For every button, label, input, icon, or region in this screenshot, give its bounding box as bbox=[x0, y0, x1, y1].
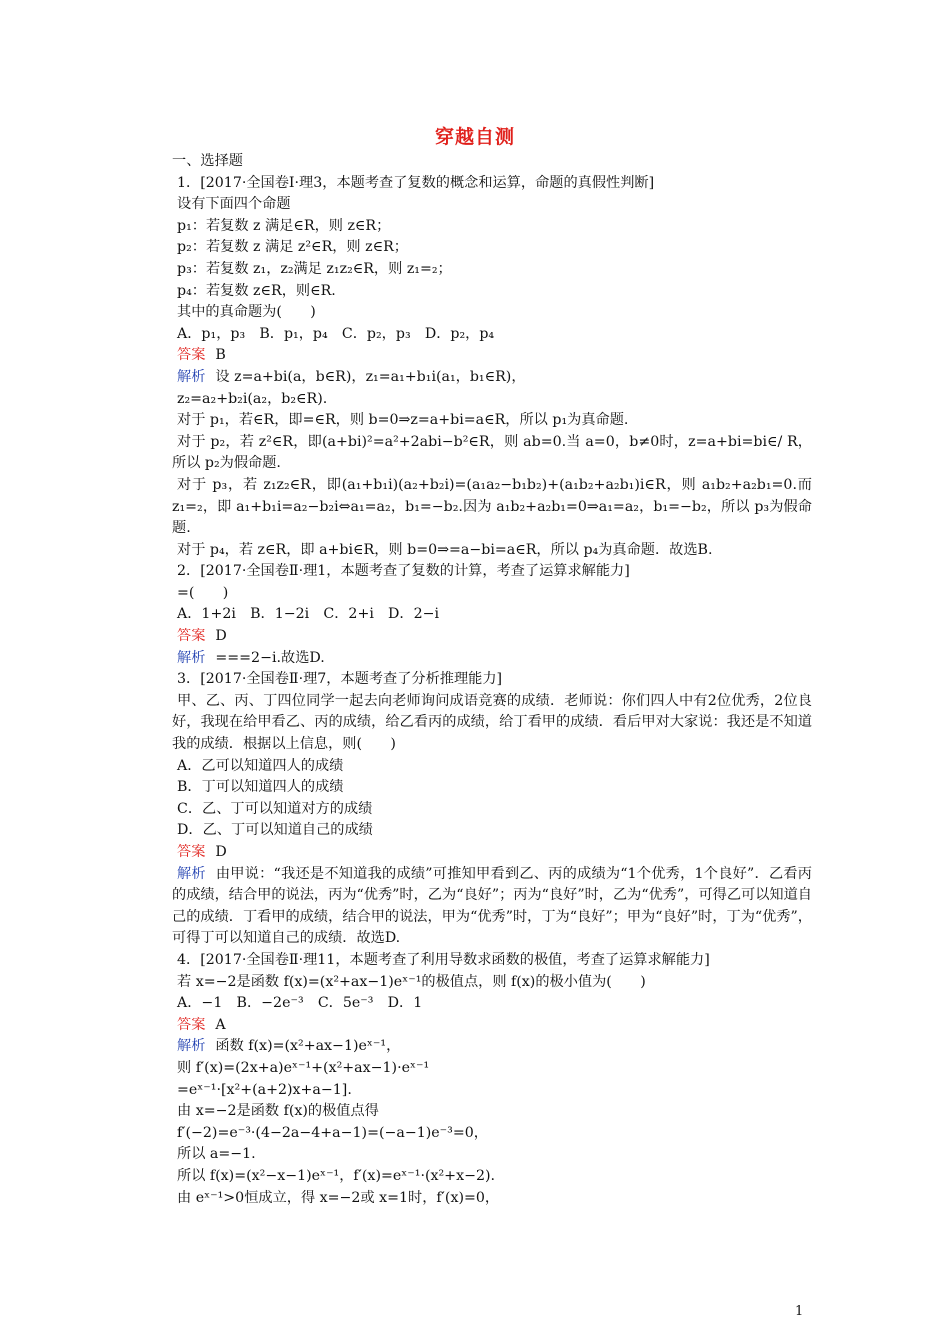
answer-value: D bbox=[215, 628, 227, 645]
answer-value: D bbox=[215, 844, 227, 860]
q4-options: A．−1 B．−2e⁻³ C．5e⁻³ D．1 bbox=[177, 995, 423, 1012]
q1-stem: 设有下面四个命题 bbox=[177, 196, 291, 213]
q2-analysis-1 bbox=[172, 648, 812, 670]
q2-answer bbox=[172, 626, 812, 648]
q1-analysis-1 bbox=[172, 367, 812, 389]
q3-stem: 甲、乙、丙、丁四位同学一起去向老师询问成语竞赛的成绩．老师说：你们四人中有2位优秀，2位良好，我现在给甲看乙、丙的成绩，给乙看丙的成绩，给丁看甲的成绩．看后甲对大家说：我还是不知道我的成绩．根据以上信息，则( ) bbox=[172, 692, 812, 753]
q1-analysis-4: 对于 p₂，若 z²∈R，即(a+bi)²=a²+2abi−b²∈R，则 ab=0.当 a=0，b≠0时，z=a+bi=bi∈/ R，所以 p₂为假命题. bbox=[172, 433, 812, 472]
q4-analysis-1 bbox=[172, 1036, 812, 1058]
analysis-text: 函数 f(x)=(x²+ax−1)eˣ⁻¹， bbox=[215, 1038, 401, 1055]
q4-analysis-3: =eˣ⁻¹·[x²+(a+2)x+a−1]. bbox=[177, 1081, 352, 1098]
q4-header: 4．[2017·全国卷Ⅱ·理11，本题考查了利用导数求函数的极值，考查了运算求解能力] bbox=[177, 951, 710, 968]
q4-stem: 若 x=−2是函数 f(x)=(x²+ax−1)eˣ⁻¹的极值点，则 f(x)的极小值为( ) bbox=[177, 973, 646, 990]
q1-analysis-5: 对于 p₃，若 z₁z₂∈R，即(a₁+b₁i)(a₂+b₂i)=(a₁a₂−b₁b₂)+(a₁b₂+a₂b₁)i∈R，则 a₁b₂+a₂b₁=0.而 z₁=₂，即 a₁+b₁i=a₂−b₂i⇔a₁=a₂，b₁=−b₂.因为 a₁b₂+a₂b₁=0⇒a₁=a₂，b₁=−b₂，所以 p₃为假命题. bbox=[172, 476, 812, 537]
analysis-text: 设 z=a+bi(a，b∈R)，z₁=a₁+b₁i(a₁，b₁∈R)， bbox=[215, 368, 526, 385]
q1-p2: p₂：若复数 z 满足 z²∈R，则 z∈R； bbox=[177, 239, 408, 256]
q4-analysis-5: f′(−2)=e⁻³·(4−2a−4+a−1)=(−a−1)e⁻³=0， bbox=[177, 1124, 488, 1141]
q1-p4: p₄：若复数 z∈R，则∈R. bbox=[177, 282, 336, 299]
answer-label: 答案 bbox=[177, 347, 206, 364]
q1-answer bbox=[172, 345, 812, 367]
q2-header: 2．[2017·全国卷Ⅱ·理1，本题考查了复数的计算，考查了运算求解能力] bbox=[177, 563, 630, 580]
document-body bbox=[172, 151, 812, 1209]
q3-option-a: A．乙可以知道四人的成绩 bbox=[177, 757, 344, 774]
analysis-label: 解析 bbox=[177, 368, 206, 385]
q3-header: 3．[2017·全国卷Ⅱ·理7，本题考查了分析推理能力] bbox=[177, 671, 503, 688]
q4-analysis-7: 所以 f(x)=(x²−x−1)eˣ⁻¹，f′(x)=eˣ⁻¹·(x²+x−2). bbox=[177, 1167, 496, 1184]
answer-label: 答案 bbox=[177, 628, 206, 645]
q3-option-b: B．丁可以知道四人的成绩 bbox=[177, 779, 344, 796]
answer-value: B bbox=[215, 347, 226, 364]
q3-analysis-1 bbox=[172, 864, 812, 950]
q4-answer bbox=[172, 1015, 812, 1037]
q1-analysis-2: z₂=a₂+b₂i(a₂，b₂∈R). bbox=[177, 390, 328, 407]
answer-value: A bbox=[215, 1016, 226, 1033]
analysis-label: 解析 bbox=[177, 1038, 206, 1055]
answer-label: 答案 bbox=[177, 844, 206, 860]
q2-options: A．1+2i B．1−2i C．2+i D．2−i bbox=[177, 606, 440, 623]
q4-analysis-2: 则 f′(x)=(2x+a)eˣ⁻¹+(x²+ax−1)·eˣ⁻¹ bbox=[177, 1059, 430, 1076]
q1-options: A．p₁，p₃ B．p₁，p₄ C．p₂，p₃ D．p₂，p₄ bbox=[177, 325, 495, 342]
page-title: 穿越自测 bbox=[434, 126, 515, 148]
q3-answer bbox=[172, 842, 812, 864]
analysis-label: 解析 bbox=[177, 865, 206, 882]
q3-option-c: C．乙、丁可以知道对方的成绩 bbox=[177, 800, 373, 817]
q4-analysis-4: 由 x=−2是函数 f(x)的极值点得 bbox=[177, 1103, 379, 1120]
q1-analysis-3: 对于 p₁，若∈R，即=∈R，则 b=0⇒z=a+bi=a∈R，所以 p₁为真命题. bbox=[177, 412, 629, 429]
q4-analysis-8: 由 eˣ⁻¹>0恒成立，得 x=−2或 x=1时，f′(x)=0， bbox=[177, 1189, 500, 1206]
q4-analysis-6: 所以 a=−1. bbox=[177, 1146, 256, 1163]
q1-analysis-6: 对于 p₄，若 z∈R，即 a+bi∈R，则 b=0⇒=a−bi=a∈R，所以 p₄为真命题．故选B. bbox=[177, 541, 713, 558]
q3-option-d: D．乙、丁可以知道自己的成绩 bbox=[177, 822, 373, 839]
analysis-text: 由甲说：“我还是不知道我的成绩”可推知甲看到乙、丙的成绩为“1个优秀，1个良好”．乙看丙的成绩，结合甲的说法，丙为“优秀”时，乙为“良好”；丙为“良好”时，乙为“优秀”，可得乙可以知道自己的成绩．丁看甲的成绩，结合甲的说法，甲为“优秀”时，丁为“良好”；甲为“良好”时，丁为“优秀”，可得丁可以知道自己的成绩．故选D. bbox=[172, 865, 812, 947]
q1-header: 1．[2017·全国卷Ⅰ·理3，本题考查了复数的概念和运算，命题的真假性判断] bbox=[177, 174, 655, 191]
q1-p3: p₃：若复数 z₁，z₂满足 z₁z₂∈R，则 z₁=₂； bbox=[177, 260, 452, 277]
page-number: 1 bbox=[795, 1304, 804, 1319]
analysis-text: ===2−i.故选D. bbox=[215, 649, 325, 666]
q1-ask: 其中的真命题为( ) bbox=[177, 304, 316, 321]
q1-p1: p₁：若复数 z 满足∈R，则 z∈R； bbox=[177, 217, 391, 234]
q2-stem: =( ) bbox=[177, 584, 229, 601]
analysis-label: 解析 bbox=[177, 649, 206, 666]
section-heading: 一、选择题 bbox=[172, 153, 243, 169]
answer-label: 答案 bbox=[177, 1016, 206, 1033]
